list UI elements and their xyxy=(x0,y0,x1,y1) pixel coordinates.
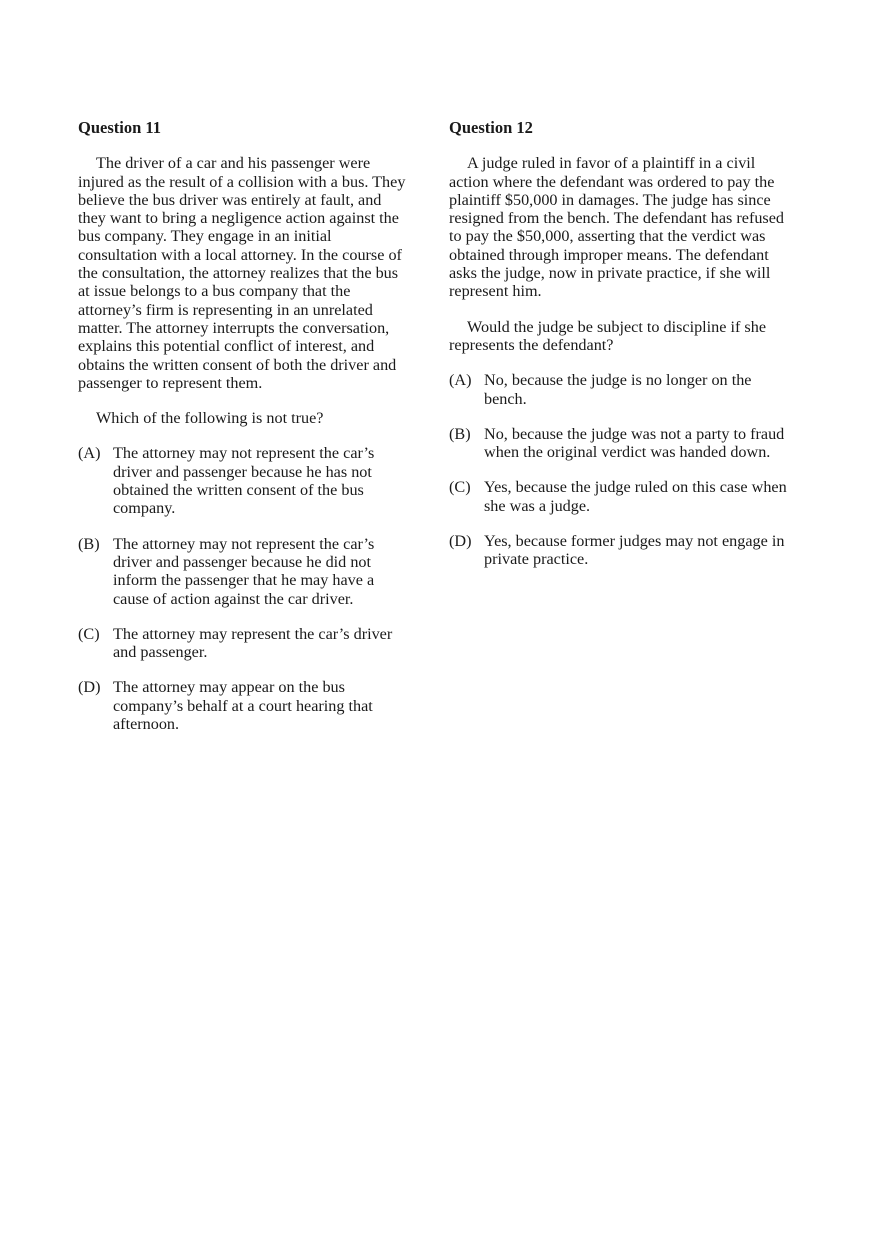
choice-letter: (C) xyxy=(449,478,471,497)
answer-choice-b xyxy=(449,425,789,462)
choice-letter: (D) xyxy=(78,678,101,697)
answer-choice-a xyxy=(449,371,789,408)
question-11-column xyxy=(78,119,410,750)
choice-text: The attorney may not represent the car’s driver and passenger because he did not inform the passenger that he may have a cause of action against the car driver. xyxy=(113,534,375,608)
question-stem: The driver of a car and his passenger were injured as the result of a collision with a bus. They believe the bus driver was entirely at fault, and they want to bring a negligence action against the bus company. They engage in an initial consultation with a local attorney. In the course of the consultation, the attorney realizes that the bus at issue belongs to a bus company that the attorney’s firm is representing in an unrelated matter. The attorney interrupts the conversation, explains this potential conflict of interest, and obtains the written consent of both the driver and passenger to represent them. xyxy=(78,154,406,392)
choice-letter: (D) xyxy=(449,532,472,551)
question-prompt: Would the judge be subject to discipline if she represents the defendant? xyxy=(449,317,767,354)
choice-text: No, because the judge is no longer on the bench. xyxy=(484,371,752,408)
answer-choice-a xyxy=(78,444,410,517)
choice-text: The attorney may appear on the bus company’s behalf at a court hearing that afternoon. xyxy=(113,678,373,734)
choice-text: No, because the judge was not a party to fraud when the original verdict was handed down. xyxy=(484,424,785,462)
choice-text: The attorney may represent the car’s driver and passenger. xyxy=(113,624,393,662)
question-heading: Question 11 xyxy=(78,118,161,137)
choice-text: Yes, because the judge ruled on this case when she was a judge. xyxy=(484,478,787,515)
choice-letter: (C) xyxy=(78,624,100,643)
answer-choice-d xyxy=(449,532,789,569)
choice-letter: (A) xyxy=(449,371,472,390)
choice-letter: (B) xyxy=(78,534,100,553)
question-prompt: Which of the following is not true? xyxy=(96,409,324,428)
choice-text: The attorney may not represent the car’s driver and passenger because he has not obtained the written consent of the bus company. xyxy=(113,444,375,518)
answer-choice-d xyxy=(78,678,410,733)
question-heading: Question 12 xyxy=(449,118,533,137)
choice-letter: (B) xyxy=(449,424,471,443)
answer-choice-c xyxy=(78,625,410,662)
question-12-column xyxy=(449,119,789,586)
choice-letter: (A) xyxy=(78,444,101,463)
answer-choice-b xyxy=(78,535,410,608)
question-stem: A judge ruled in favor of a plaintiff in a civil action where the defendant was ordered to pay the plaintiff $50,000 in damages. The judge has since resigned from the bench. The defendant has refused to pay the $50,000, asserting that the verdict was obtained through improper means. The defendant asks the judge, now in private practice, if she will represent him. xyxy=(449,154,785,301)
choice-text: Yes, because former judges may not engage in private practice. xyxy=(484,532,785,569)
answer-choice-c xyxy=(449,478,789,515)
